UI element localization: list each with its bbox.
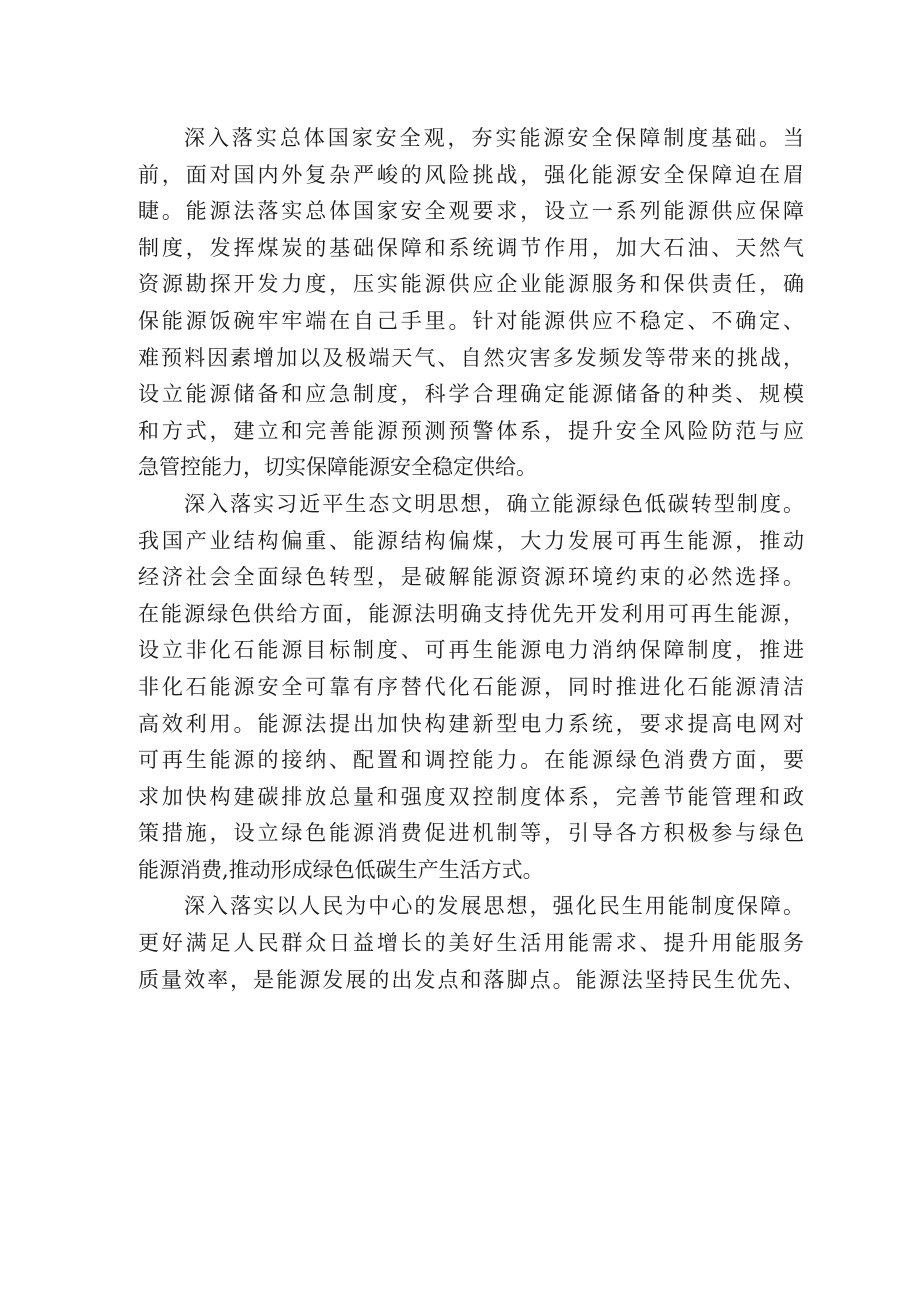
text-line: 深入落实以人民为中心的发展思想，强化民生用能制度保障。 xyxy=(184,894,804,919)
text-line: 更好满足人民群众日益增长的美好生活用能需求、提升用能服务 xyxy=(138,931,804,956)
text-line: 和方式，建立和完善能源预测预警体系，提升安全风险防范与应 xyxy=(138,418,804,443)
text-line: 深入落实习近平生态文明思想，确立能源绿色低碳转型制度。 xyxy=(184,491,804,516)
text-line: 设立非化石能源目标制度、可再生能源电力消纳保障制度，推进 xyxy=(138,638,804,663)
text-line: 急管控能力，切实保障能源安全稳定供给。 xyxy=(138,455,537,480)
text-line: 深入落实总体国家安全观，夯实能源安全保障制度基础。当 xyxy=(184,126,804,150)
text-line: 保能源饭碗牢牢端在自己手里。针对能源供应不稳定、不确定、 xyxy=(138,308,804,333)
text-line: 策措施，设立绿色能源消费促进机制等，引导各方积极参与绿色 xyxy=(138,821,804,846)
text-line: 制度，发挥煤炭的基础保障和系统调节作用，加大石油、天然气 xyxy=(138,235,804,260)
text-line: 经济社会全面绿色转型，是破解能源资源环境约束的必然选择。 xyxy=(138,565,804,590)
paragraph-green-transition xyxy=(138,486,804,889)
paragraph-livelihood-energy xyxy=(138,888,804,998)
text-line: 高效利用。能源法提出加快构建新型电力系统，要求提高电网对 xyxy=(138,711,804,736)
paragraph-energy-security xyxy=(138,120,804,486)
text-line: 非化石能源安全可靠有序替代化石能源，同时推进化石能源清洁 xyxy=(138,674,804,699)
text-line: 设立能源储备和应急制度，科学合理确定能源储备的种类、规模 xyxy=(138,382,804,407)
text-line: 我国产业结构偏重、能源结构偏煤，大力发展可再生能源，推动 xyxy=(138,528,804,553)
text-line: 难预料因素增加以及极端天气、自然灾害多发频发等带来的挑战， xyxy=(138,345,804,370)
text-line: 前，面对国内外复杂严峻的风险挑战，强化能源安全保障迫在眉 xyxy=(138,162,804,187)
text-line: 睫。能源法落实总体国家安全观要求，设立一系列能源供应保障 xyxy=(138,199,804,224)
document-body xyxy=(138,120,804,998)
text-line: 求加快构建碳排放总量和强度双控制度体系，完善节能管理和政 xyxy=(138,784,804,809)
text-line: 质量效率，是能源发展的出发点和落脚点。能源法坚持民生优先、 xyxy=(138,967,804,992)
text-line: 可再生能源的接纳、配置和调控能力。在能源绿色消费方面，要 xyxy=(138,748,804,773)
text-line: 能源消费,推动形成绿色低碳生产生活方式。 xyxy=(138,857,544,882)
text-line: 资源勘探开发力度，压实能源供应企业能源服务和保供责任，确 xyxy=(138,272,804,297)
text-line: 在能源绿色供给方面，能源法明确支持优先开发利用可再生能源， xyxy=(138,601,804,626)
